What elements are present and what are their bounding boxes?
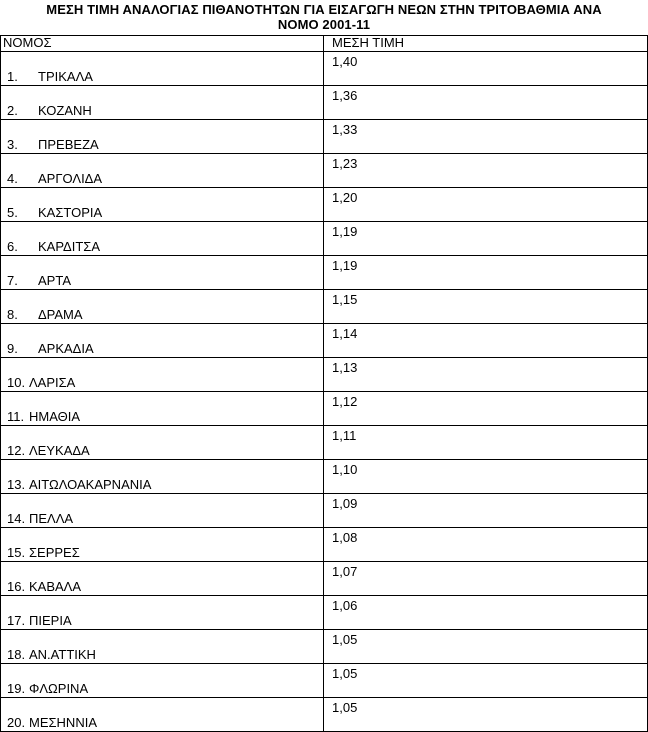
- prefecture-name: ΤΡΙΚΑΛΑ: [38, 69, 93, 84]
- prefecture-name: ΣΕΡΡΕΣ: [29, 545, 80, 560]
- rank-number: 7.: [7, 273, 18, 288]
- mean-value-cell: 1,05: [324, 698, 648, 732]
- table-header-row: [1, 36, 648, 52]
- table-row: [1, 392, 648, 426]
- mean-value-cell: 1,10: [324, 460, 648, 494]
- table-row: [1, 324, 648, 358]
- table-row: [1, 86, 648, 120]
- rank-number: 1.: [7, 69, 18, 84]
- rank-number: 8.: [7, 307, 18, 322]
- prefecture-cell: [1, 698, 324, 732]
- mean-value-cell: 1,20: [324, 188, 648, 222]
- rank-number: 18.: [7, 647, 26, 662]
- rank-number: 5.: [7, 205, 18, 220]
- prefecture-name: ΛΑΡΙΣΑ: [29, 375, 76, 390]
- mean-value-cell: 1,05: [324, 664, 648, 698]
- mean-value-cell: 1,05: [324, 630, 648, 664]
- rank-number: 13.: [7, 477, 26, 492]
- prefecture-cell: [1, 290, 324, 324]
- table-row: [1, 426, 648, 460]
- table-row: [1, 528, 648, 562]
- rank-number: 15.: [7, 545, 26, 560]
- mean-value-cell: 1,19: [324, 222, 648, 256]
- rank-number: 16.: [7, 579, 26, 594]
- prefecture-name: ΑΙΤΩΛΟΑΚΑΡΝΑΝΙΑ: [29, 477, 152, 492]
- prefecture-name: ΚΑΒΑΛΑ: [29, 579, 82, 594]
- mean-value-cell: 1,40: [324, 52, 648, 86]
- prefecture-name: ΜΕΣΗΝΝΙΑ: [29, 715, 97, 730]
- rank-number: 9.: [7, 341, 18, 356]
- table-row: [1, 120, 648, 154]
- prefecture-cell: [1, 392, 324, 426]
- mean-value-cell: 1,14: [324, 324, 648, 358]
- prefecture-cell: [1, 494, 324, 528]
- table-row: [1, 222, 648, 256]
- mean-value-cell: 1,33: [324, 120, 648, 154]
- rank-number: 2.: [7, 103, 18, 118]
- table-row: [1, 460, 648, 494]
- rank-number: 4.: [7, 171, 18, 186]
- prefecture-name: ΛΕΥΚΑΔΑ: [29, 443, 90, 458]
- table-title: [0, 0, 648, 35]
- mean-value-cell: 1,23: [324, 154, 648, 188]
- mean-value-cell: 1,15: [324, 290, 648, 324]
- title-line-1: ΜΕΣΗ ΤΙΜΗ ΑΝΑΛΟΓΙΑΣ ΠΙΘΑΝΟΤΗΤΩΝ ΓΙΑ ΕΙΣΑΓΩΓΗ ΝΕΩΝ ΣΤΗΝ ΤΡΙΤΟΒΑΘΜΙΑ ΑΝΑ: [46, 2, 602, 17]
- prefecture-cell: [1, 630, 324, 664]
- prefecture-cell: [1, 120, 324, 154]
- table-row: [1, 630, 648, 664]
- prefecture-name: ΔΡΑΜΑ: [38, 307, 83, 322]
- mean-value-cell: 1,06: [324, 596, 648, 630]
- table-row: [1, 664, 648, 698]
- prefecture-cell: [1, 256, 324, 290]
- table-row: [1, 698, 648, 732]
- prefecture-name: ΑΡΤΑ: [38, 273, 71, 288]
- table-row: [1, 290, 648, 324]
- table-row: [1, 154, 648, 188]
- prefecture-name: ΑΡΓΟΛΙΔΑ: [38, 171, 103, 186]
- prefecture-name: ΠΡΕΒΕΖΑ: [38, 137, 99, 152]
- prefecture-cell: [1, 528, 324, 562]
- prefecture-name: ΚΟΖΑΝΗ: [38, 103, 92, 118]
- prefecture-cell: [1, 52, 324, 86]
- prefecture-cell: [1, 324, 324, 358]
- mean-value-cell: 1,12: [324, 392, 648, 426]
- mean-value-cell: 1,08: [324, 528, 648, 562]
- prefecture-cell: [1, 86, 324, 120]
- prefecture-name: ΗΜΑΘΙΑ: [29, 409, 81, 424]
- mean-value-cell: 1,09: [324, 494, 648, 528]
- table-row: [1, 52, 648, 86]
- rank-number: 20.: [7, 715, 26, 730]
- table-row: [1, 562, 648, 596]
- prefecture-cell: [1, 664, 324, 698]
- prefecture-name: ΑΡΚΑΔΙΑ: [38, 341, 94, 356]
- table-row: [1, 358, 648, 392]
- prefecture-name: ΠΕΛΛΑ: [29, 511, 74, 526]
- prefecture-cell: [1, 358, 324, 392]
- prefecture-cell: [1, 222, 324, 256]
- table-row: [1, 596, 648, 630]
- mean-value-cell: 1,11: [324, 426, 648, 460]
- prefecture-cell: [1, 154, 324, 188]
- rank-number: 10.: [7, 375, 26, 390]
- rank-number: 14.: [7, 511, 26, 526]
- rank-number: 12.: [7, 443, 26, 458]
- prefecture-cell: [1, 426, 324, 460]
- table-body: [1, 52, 648, 732]
- prefecture-name: ΚΑΡΔΙΤΣΑ: [38, 239, 100, 254]
- prefecture-name: ΦΛΩΡΙΝΑ: [29, 681, 89, 696]
- rank-number: 17.: [7, 613, 26, 628]
- column-header-value: ΜΕΣΗ ΤΙΜΗ: [324, 36, 648, 52]
- prefecture-cell: [1, 562, 324, 596]
- table-row: [1, 188, 648, 222]
- prefecture-name: ΑΝ.ΑΤΤΙΚΗ: [29, 647, 96, 662]
- data-table: [0, 35, 648, 732]
- mean-value-cell: 1,36: [324, 86, 648, 120]
- table-row: [1, 256, 648, 290]
- mean-value-cell: 1,13: [324, 358, 648, 392]
- mean-value-cell: 1,07: [324, 562, 648, 596]
- column-header-name: ΝΟΜΟΣ: [1, 36, 324, 52]
- rank-number: 6.: [7, 239, 18, 254]
- table-row: [1, 494, 648, 528]
- title-line-2: ΝΟΜΟ 2001-11: [277, 17, 371, 32]
- mean-value-cell: 1,19: [324, 256, 648, 290]
- prefecture-cell: [1, 596, 324, 630]
- rank-number: 11.: [7, 409, 25, 424]
- rank-number: 3.: [7, 137, 18, 152]
- prefecture-name: ΠΙΕΡΙΑ: [29, 613, 72, 628]
- prefecture-cell: [1, 188, 324, 222]
- prefecture-cell: [1, 460, 324, 494]
- rank-number: 19.: [7, 681, 26, 696]
- prefecture-name: ΚΑΣΤΟΡΙΑ: [38, 205, 103, 220]
